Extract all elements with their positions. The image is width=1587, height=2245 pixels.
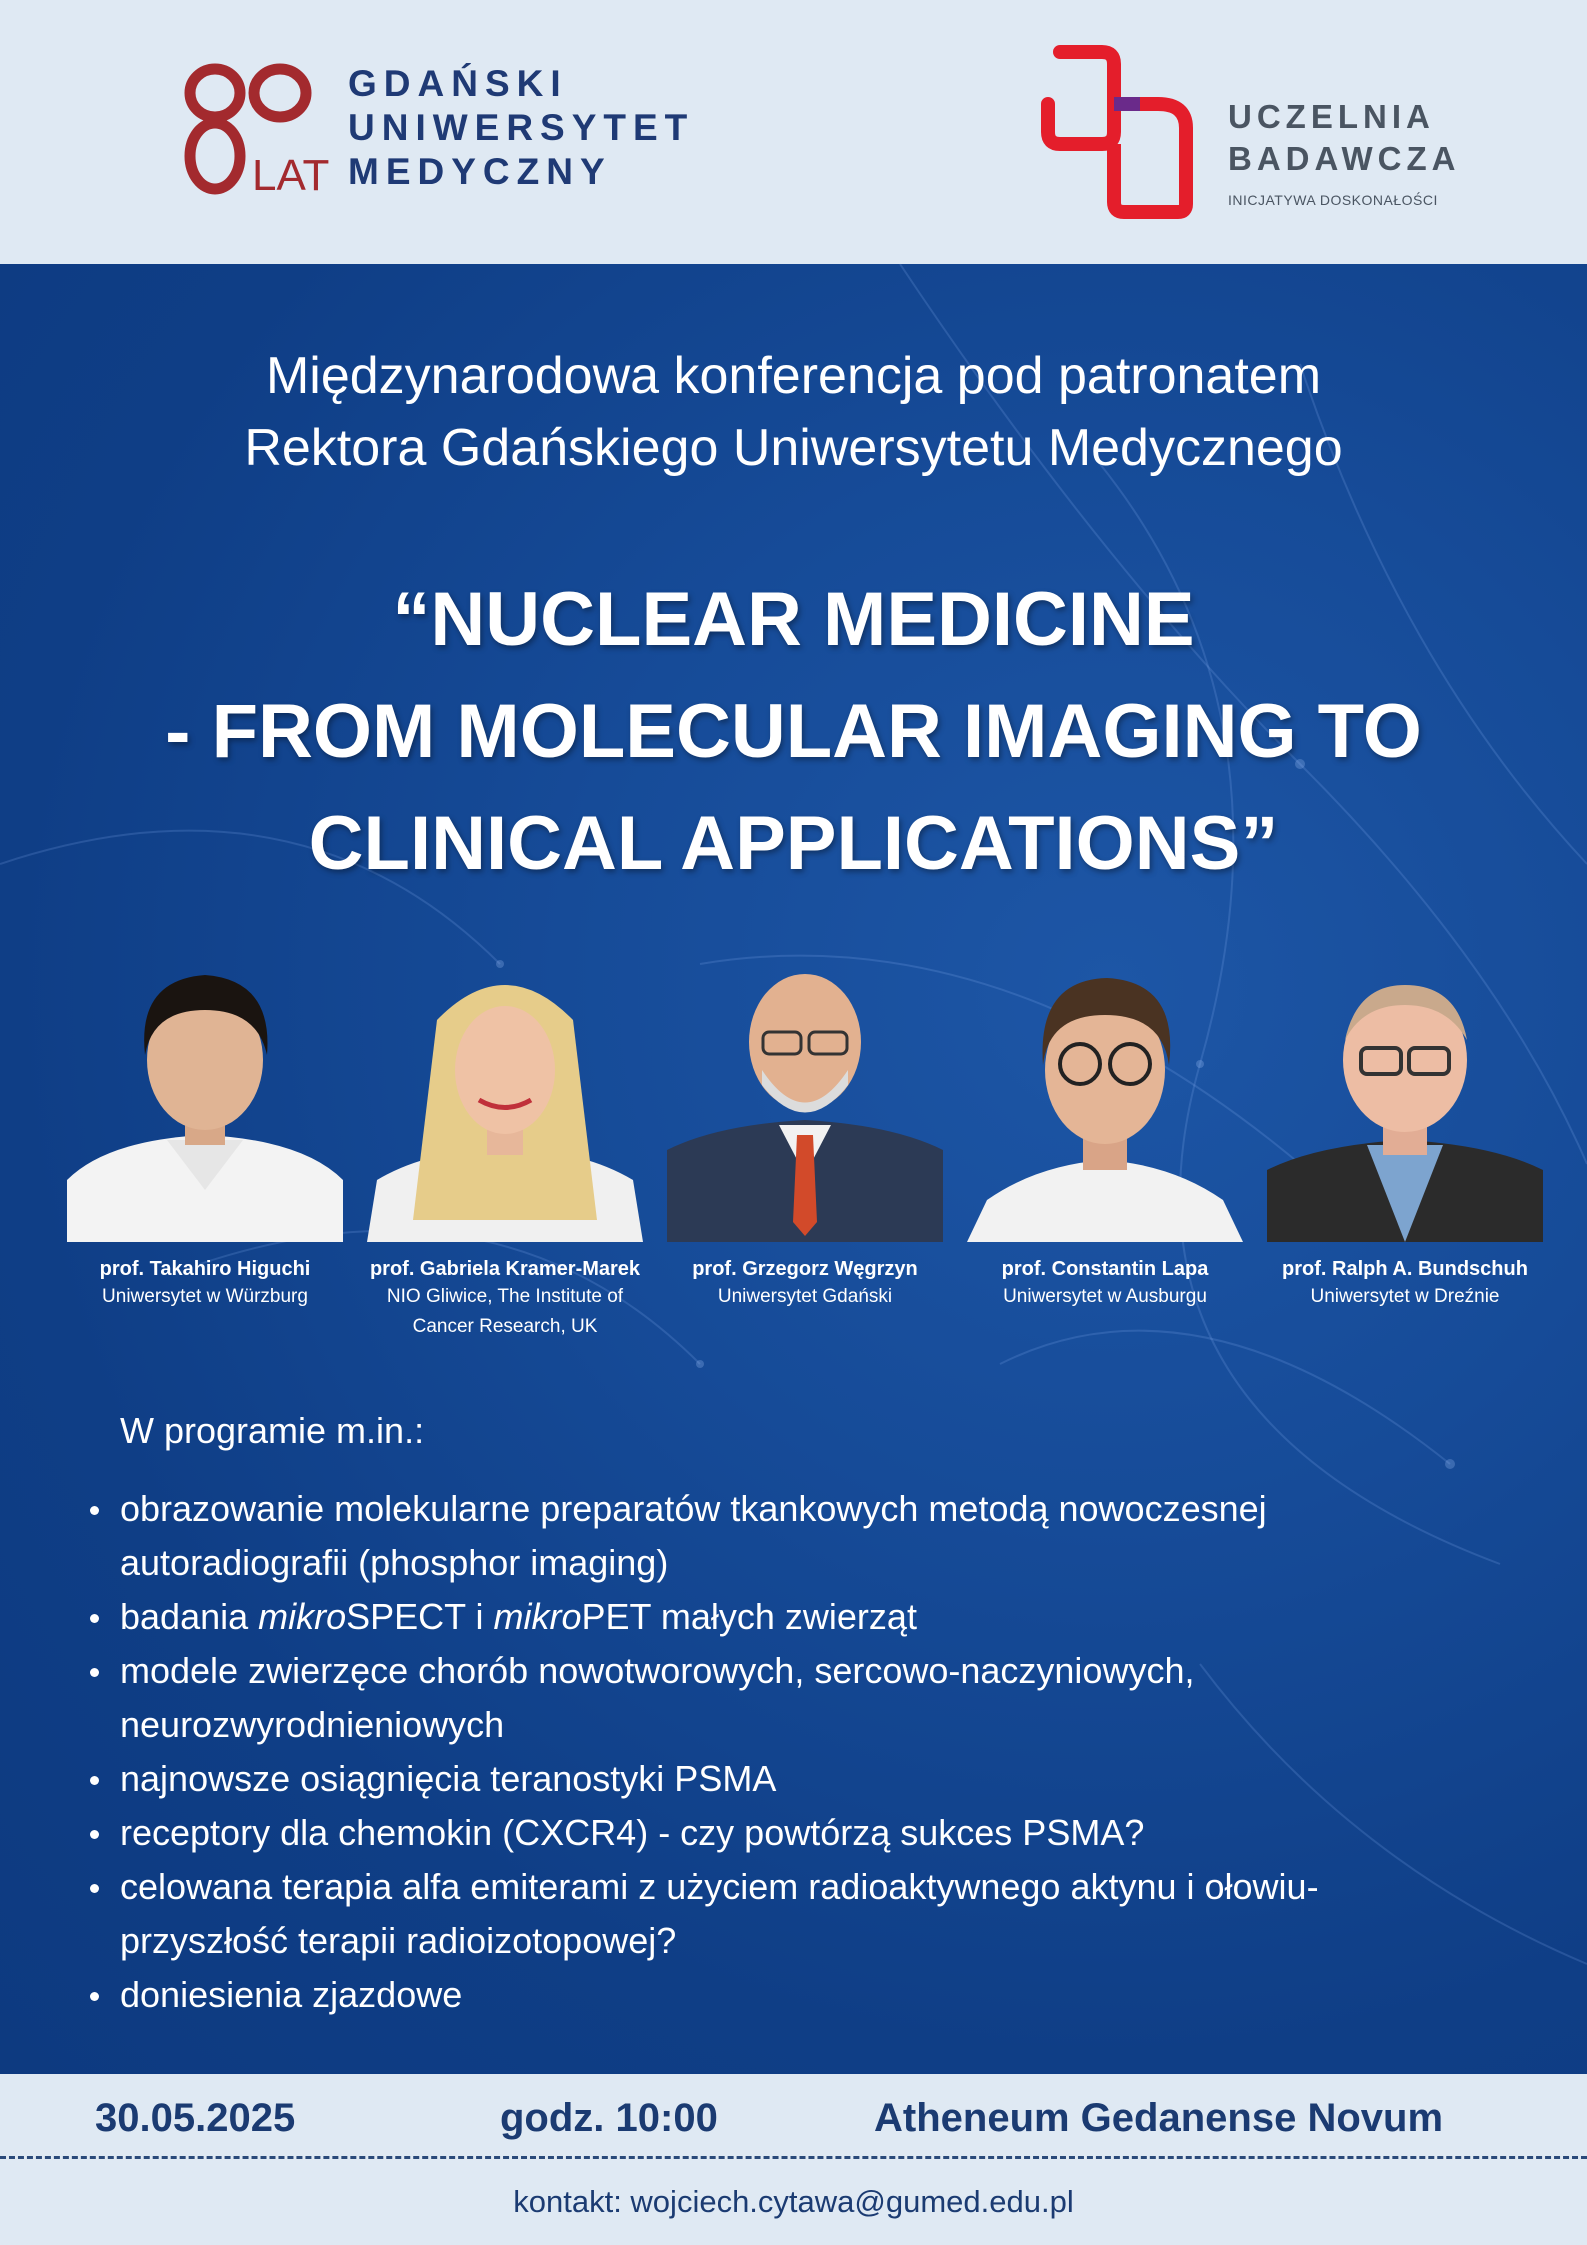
- speaker-photo: [367, 960, 643, 1242]
- gumed-line-2: UNIWERSYTET: [348, 107, 695, 148]
- list-item: modele zwierzęce chorób nowotworowych, sercowo-naczyniowych, neurozwyrodnieniowych: [86, 1644, 1546, 1752]
- ub-mark-icon: [1040, 44, 1210, 224]
- gumed-line-1: GDAŃSKI: [348, 63, 568, 104]
- bullet-icon: [90, 1668, 99, 1677]
- gumed-line-3: MEDYCZNY: [348, 151, 612, 192]
- intro-line-2: Rektora Gdańskiego Uniwersytetu Medycznego: [244, 419, 1343, 477]
- bullet-icon: [90, 1506, 99, 1515]
- speaker-institution: Uniwersytet w Dreźnie: [1310, 1286, 1500, 1307]
- list-item: obrazowanie molekularne preparatów tkankowych metodą nowoczesnej autoradiografii (phosphor imaging): [86, 1482, 1546, 1590]
- bullet-icon: [90, 1992, 99, 2001]
- gumed-logo: [180, 58, 694, 198]
- bullet-icon: [90, 1776, 99, 1785]
- ub-line-1: UCZELNIA: [1228, 98, 1435, 135]
- speaker-card: [55, 960, 355, 1312]
- speaker-photo: [967, 960, 1243, 1242]
- intro-text: [0, 340, 1587, 484]
- gumed-name: [348, 62, 694, 194]
- event-time: godz. 10:00: [500, 2096, 718, 2140]
- ub-line-2: BADAWCZA: [1228, 140, 1461, 177]
- contact-email[interactable]: kontakt: wojciech.cytawa@gumed.edu.pl: [513, 2184, 1074, 2219]
- speaker-institution: Uniwersytet Gdański: [717, 1286, 893, 1307]
- event-date: 30.05.2025: [95, 2096, 296, 2140]
- program-list: [86, 1482, 1546, 2022]
- bullet-icon: [90, 1614, 99, 1623]
- ub-text: [1228, 96, 1460, 208]
- speaker-card: [655, 960, 955, 1312]
- speaker-institution-2: Cancer Research, UK: [412, 1316, 598, 1337]
- logo-lat: LAT: [252, 151, 330, 200]
- footer: [0, 2074, 1587, 2245]
- ub-logo: [1040, 44, 1460, 224]
- header: [0, 0, 1587, 264]
- bullet-icon: [90, 1830, 99, 1839]
- main-panel: [0, 264, 1587, 2074]
- intro-line-1: Międzynarodowa konferencja pod patronatem: [265, 347, 1322, 405]
- speaker-photo: [667, 960, 943, 1242]
- bullet-icon: [90, 1884, 99, 1893]
- speaker-institution: Uniwersytet w Ausburgu: [1003, 1286, 1207, 1307]
- speaker-card: [955, 960, 1255, 1312]
- speaker-name: prof. Grzegorz Węgrzyn: [692, 1258, 918, 1280]
- title-line-3: CLINICAL APPLICATIONS”: [308, 801, 1279, 886]
- title-line-2: - FROM MOLECULAR IMAGING TO: [165, 689, 1422, 774]
- list-item: badania mikroSPECT i mikroPET małych zwierząt: [86, 1590, 1546, 1644]
- speaker-name: prof. Takahiro Higuchi: [99, 1258, 311, 1280]
- dashed-divider: [0, 2156, 1587, 2159]
- list-item: celowana terapia alfa emiterami z użyciem radioaktywnego aktynu i ołowiu- przyszłość terapii radioizotopowej?: [86, 1860, 1546, 1968]
- list-item: najnowsze osiągnięcia teranostyki PSMA: [86, 1752, 1546, 1806]
- speaker-name: prof. Gabriela Kramer-Marek: [369, 1258, 641, 1280]
- speaker-card: [355, 960, 655, 1342]
- speaker-name: prof. Ralph A. Bundschuh: [1282, 1258, 1528, 1280]
- conference-title: [0, 564, 1587, 900]
- speaker-institution: Uniwersytet w Würzburg: [102, 1286, 308, 1307]
- speaker-photo: [67, 960, 343, 1242]
- program-heading: W programie m.in.:: [120, 1410, 425, 1451]
- logo-80-lat-icon: [180, 58, 330, 200]
- list-item: receptory dla chemokin (CXCR4) - czy powtórzą sukces PSMA?: [86, 1806, 1546, 1860]
- list-item: doniesienia zjazdowe: [86, 1968, 1546, 2022]
- event-venue: Atheneum Gedanense Novum: [874, 2096, 1444, 2140]
- ub-line-3: INICJATYWA DOSKONAŁOŚCI: [1228, 192, 1438, 208]
- speaker-institution: NIO Gliwice, The Institute of: [386, 1286, 624, 1307]
- speaker-photo: [1267, 960, 1543, 1242]
- speaker-card: [1255, 960, 1555, 1312]
- title-line-1: “NUCLEAR MEDICINE: [392, 577, 1195, 662]
- speaker-name: prof. Constantin Lapa: [1001, 1258, 1209, 1280]
